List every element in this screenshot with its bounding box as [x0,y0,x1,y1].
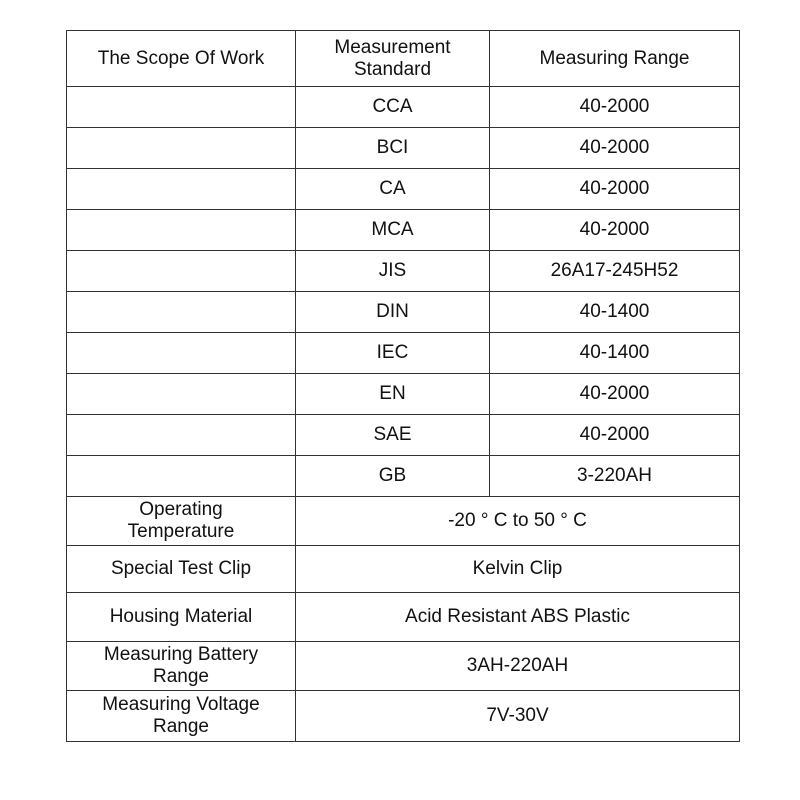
table-row [67,128,740,169]
spec-label: Measuring Battery Range [67,642,296,691]
header-row [67,31,740,87]
table-row [67,292,740,333]
spec-value: Acid Resistant ABS Plastic [296,593,740,642]
table-row [67,415,740,456]
standard-cell: MCA [296,210,490,251]
table-row [67,374,740,415]
standard-cell: BCI [296,128,490,169]
header-scope: The Scope Of Work [67,31,296,87]
scope-cell-empty [67,210,296,251]
scope-cell-empty [67,292,296,333]
scope-cell-empty [67,415,296,456]
scope-cell-empty [67,128,296,169]
spec-row-special-test-clip [67,546,740,593]
range-cell: 26A17-245H52 [490,251,740,292]
range-cell: 40-2000 [490,210,740,251]
scope-cell-empty [67,169,296,210]
spec-row-operating-temperature [67,497,740,546]
table-row [67,333,740,374]
standard-cell: CCA [296,87,490,128]
header-range: Measuring Range [490,31,740,87]
scope-cell-empty [67,251,296,292]
header-standard: Measurement Standard [296,31,490,87]
standard-cell: EN [296,374,490,415]
standard-cell: IEC [296,333,490,374]
range-cell: 40-2000 [490,169,740,210]
table-row [67,169,740,210]
table-row [67,456,740,497]
table-row [67,87,740,128]
table-row [67,251,740,292]
standard-cell: SAE [296,415,490,456]
scope-cell-empty [67,87,296,128]
standard-cell: CA [296,169,490,210]
range-cell: 40-2000 [490,128,740,169]
specifications-table [66,30,740,742]
table-row [67,210,740,251]
spec-label: Operating Temperature [67,497,296,546]
scope-cell-empty [67,456,296,497]
range-cell: 40-2000 [490,87,740,128]
spec-row-housing-material [67,593,740,642]
spec-value: -20 ° C to 50 ° C [296,497,740,546]
standard-cell: JIS [296,251,490,292]
spec-label: Measuring Voltage Range [67,691,296,742]
range-cell: 3-220AH [490,456,740,497]
spec-label: Special Test Clip [67,546,296,593]
range-cell: 40-1400 [490,292,740,333]
spec-value: Kelvin Clip [296,546,740,593]
range-cell: 40-2000 [490,415,740,456]
spec-value: 3AH-220AH [296,642,740,691]
spec-value: 7V-30V [296,691,740,742]
standard-cell: GB [296,456,490,497]
range-cell: 40-1400 [490,333,740,374]
standard-cell: DIN [296,292,490,333]
scope-cell-empty [67,374,296,415]
scope-cell-empty [67,333,296,374]
spec-row-measuring-battery-range [67,642,740,691]
range-cell: 40-2000 [490,374,740,415]
spec-row-measuring-voltage-range [67,691,740,742]
spec-label: Housing Material [67,593,296,642]
